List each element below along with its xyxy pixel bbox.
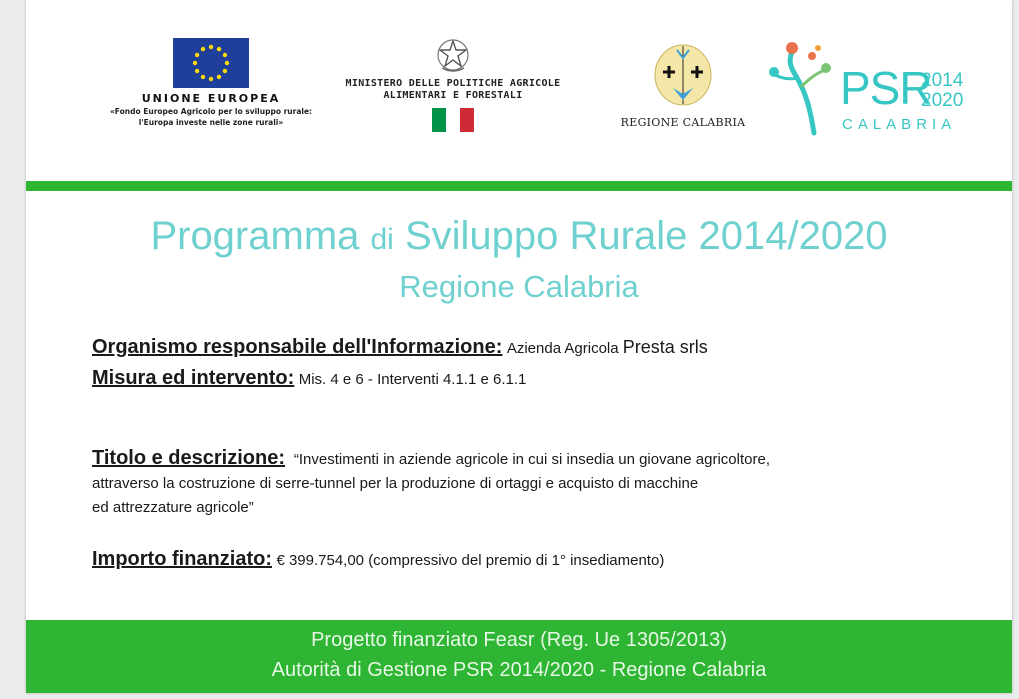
eu-star-icon [217,47,221,51]
psr-region: CALABRIA [842,116,957,133]
plant-icon [766,38,846,138]
italian-emblem-icon [436,38,470,74]
misura-label: Misura ed intervento: [92,367,295,389]
eu-logo [96,38,326,127]
organismo-row [92,336,972,359]
organismo-value-1: Azienda Agricola [506,340,623,357]
misura-row [92,367,972,390]
eu-star-icon [195,69,199,73]
eu-name: UNIONE EUROPEA [141,92,281,105]
region-name: REGIONE CALABRIA [620,116,746,129]
organismo-value-2: Presta srls [622,337,708,357]
eu-tagline-1: «Fondo Europeo Agricolo per lo sviluppo rurale: [109,107,313,116]
eu-star-icon [209,45,213,49]
eu-star-icon [193,61,197,65]
psr-word: PSR [840,62,932,114]
eu-star-icon [225,61,229,65]
ministry-logo [318,38,588,132]
poster-sheet [26,0,1012,693]
ministry-line-2: ALIMENTARI E FORESTALI [383,90,523,101]
misura-value: Mis. 4 e 6 - Interventi 4.1.1 e 6.1.1 [298,371,527,388]
title-part-2: Sviluppo Rurale 2014/2020 [393,214,888,258]
calabria-shield-icon [653,44,713,106]
eu-star-icon [201,75,205,79]
importo-value: € 399.754,00 (compressivo del premio di 1° insediamento) [276,552,665,569]
psr-logo [766,38,976,138]
page-subtitle: Regione Calabria [399,269,639,304]
logo-band [26,0,1012,180]
eu-star-icon [223,69,227,73]
eu-star-icon [223,53,227,57]
top-green-bar [26,181,1012,191]
titolo-value-2: attraverso la costruzione di serre-tunnel per la produzione di ortaggi e acquisto di macchine [92,475,699,492]
eu-star-icon [195,53,199,57]
titolo-label: Titolo e descrizione: [92,447,285,469]
title-small: di [370,223,394,256]
eu-star-icon [201,47,205,51]
organismo-label: Organismo responsabile dell'Informazione: [92,336,503,358]
titolo-value-3: ed attrezzature agricole” [92,499,254,516]
eu-tagline-2: l'Europa investe nelle zone rurali» [138,118,284,127]
region-logo [608,44,758,129]
footer-line-2: Autorità di Gestione PSR 2014/2020 - Regione Calabria [271,659,767,681]
page-title [26,213,1012,263]
eu-star-icon [217,75,221,79]
eu-star-icon [209,77,213,81]
italian-flag-icon [432,108,474,132]
titolo-row [92,446,972,520]
footer-line-1: Progetto finanziato Feasr (Reg. Ue 1305/2013) [311,629,727,651]
footer-bar [26,620,1012,693]
psr-year-start: 2014 [921,70,964,91]
importo-row [92,548,972,571]
importo-label: Importo finanziato: [92,548,272,570]
titolo-value-1: “Investimenti in aziende agricole in cui si insedia un giovane agricoltore, [293,451,770,468]
psr-year-end: 2020 [921,90,964,111]
eu-flag-icon [173,38,249,88]
title-part-1: Programma [150,214,371,258]
ministry-line-1: MINISTERO DELLE POLITICHE AGRICOLE [345,78,561,89]
